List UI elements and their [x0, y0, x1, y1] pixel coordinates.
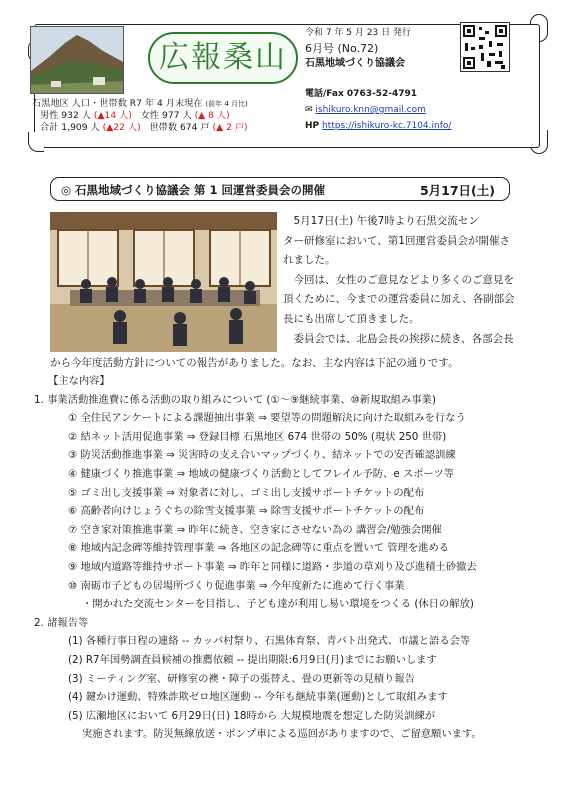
list-item: ・開かれた交流センターを目指し、子ども達が利用し易い環境をつくる (休日の解放)	[82, 598, 474, 611]
issue-date: 令和 7 年 5 月 23 日 発行	[305, 28, 411, 38]
lead-line: ター研修室において、第1回運営委員会が開催さ	[283, 234, 510, 247]
list-item: ⑤ ゴミ出し支援事業 ⇒ 対象者に対し、ゴミ出し支援サポートチケットの配布	[68, 486, 425, 499]
email-link[interactable]: ishikuro.knn@gmail.com	[315, 105, 426, 115]
section-heading: 2. 諸報告等	[34, 616, 89, 629]
list-item: ② 結ネット活用促進事業 ⇒ 登録目標 石黒地区 674 世帯の 50% (現状 250 世帯)	[68, 430, 447, 443]
lead-line: れました。	[283, 254, 336, 267]
lead-line: 長にも出席して頂きました。	[283, 312, 420, 325]
mail-icon: ✉	[305, 105, 313, 115]
total-value: 1,909 人	[61, 122, 100, 133]
content-heading: 【主な内容】	[48, 375, 110, 387]
list-item: ⑩ 南砺市子どもの居場所づくり促進事業 ⇒ 今年度新たに進めて行く事業	[68, 579, 405, 592]
list-item: ⑨ 地域内道路等維持サポート事業 ⇒ 昨年と同様に道路・歩道の草刈り及び進積土砂撤去	[68, 560, 477, 573]
men-diff: (▲14 人)	[93, 110, 132, 121]
total-diff: (▲22 人)	[102, 122, 141, 133]
list-item: ① 全住民アンケートによる課題抽出事業 ⇒ 要望等の問題解決に向けた取組みを行なう	[68, 412, 466, 425]
list-item: ⑥ 高齢者向けじょうぐちの除雪支援事業 ⇒ 除雪支援サポートチケットの配布	[68, 505, 425, 518]
contact-info	[305, 86, 535, 134]
qr-code[interactable]	[460, 22, 510, 72]
list-item: (2) R7年国勢調査員候補の推薦依頼 -- 提出期限:6月9日(月)までにお願いします	[68, 653, 437, 666]
list-item: (3) ミーティング室、研修室の襖・障子の張替え、畳の更新等の見積り報告	[68, 672, 415, 685]
women-label: 女性	[140, 110, 160, 121]
lead-line: 5月17日(土) 午後7時より石黒交流セン	[293, 215, 479, 227]
article-content	[34, 372, 554, 744]
men-label: 男性	[40, 110, 59, 121]
meeting-photo	[50, 212, 277, 352]
list-item: (4) 鍵かけ運動、特殊詐欺ゼロ地区運動 -- 今年も継続事業(運動)として取組みます	[68, 691, 448, 704]
lead-line: 頂くために、今までの運営委員に加え、各副部会	[283, 293, 515, 306]
list-item: ③ 防災活動推進事業 ⇒ 災害時の支え合いマップづくり、結ネットでの安否確認訓練	[68, 449, 456, 462]
total-label: 合計	[40, 122, 59, 133]
mountain-photo	[30, 26, 124, 94]
article-lead-continuation: から今年度活動方針についての報告がありました。なお、主な内容は下記の通りです。	[50, 357, 459, 369]
list-item: (5) 広瀬地区において 6月29日(日) 18時から 大規模地震を想定した防災訓練が	[68, 709, 436, 722]
list-item: 実施されます。防災無線放送・ポンプ車による巡回がありますので、ご留意願います。	[82, 728, 482, 741]
list-item: ⑧ 地域内記念碑等維持管理事業 ⇒ 各地区の記念碑等に重点を置いて 管理を進める	[68, 542, 450, 555]
masthead-logo	[148, 32, 298, 84]
households-label: 世帯数	[149, 122, 178, 133]
article-lead	[283, 212, 533, 349]
hp-label: HP	[305, 121, 320, 131]
lead-line: 今回は、女性のご意見などより多くのご意見を	[293, 273, 514, 286]
homepage-link[interactable]: https://ishikuro-kc.7104.info/	[322, 121, 452, 131]
men-value: 932 人	[61, 110, 91, 121]
list-item: ⑦ 空き家対策推進事業 ⇒ 昨年に続き、空き家にさせない為の 講習会/勉強会開催	[68, 523, 442, 536]
lead-line: 委員会では、北島会長の挨拶に続き、各部会長	[293, 332, 514, 345]
households-diff: (▲ 2 戸)	[212, 122, 248, 133]
women-diff: (▲ 8 人)	[194, 110, 230, 121]
list-item: (1) 各種行事日程の連絡 -- カッパ村祭り、石黒体育祭、青パト出発式、市議と語る会等	[68, 635, 471, 648]
masthead-title: 広報桑山	[159, 40, 287, 75]
population-stats	[32, 98, 332, 134]
population-header: 石黒地区 人口・世帯数 R7 年 4 月末現在	[32, 98, 203, 109]
phone-fax: 電話/Fax 0763-52-4791	[305, 89, 418, 99]
households-value: 674 戸	[179, 122, 210, 133]
list-item: ④ 健康づくり推進事業 ⇒ 地域の健康づくり活動としてフレイル予防、e スポーツ等	[68, 467, 455, 480]
women-value: 977 人	[161, 110, 192, 121]
issue-info	[305, 26, 455, 71]
issue-number: 6月号 (No.72)	[305, 42, 379, 55]
issue-org: 石黒地域づくり協議会	[305, 58, 405, 69]
article-title: ◎ 石黒地域づくり協議会 第 1 回運営委員会の開催	[61, 183, 326, 197]
article-heading	[50, 177, 510, 201]
section-heading: 1. 事業活動推進費に係る活動の取り組みについて (①〜⑨継続事業、⑩新規取組み事業)	[34, 393, 436, 406]
scroll-curl	[28, 132, 44, 152]
article-date: 5月17日(土)	[419, 183, 495, 198]
population-header-note: (前年 4 月比)	[205, 100, 248, 108]
